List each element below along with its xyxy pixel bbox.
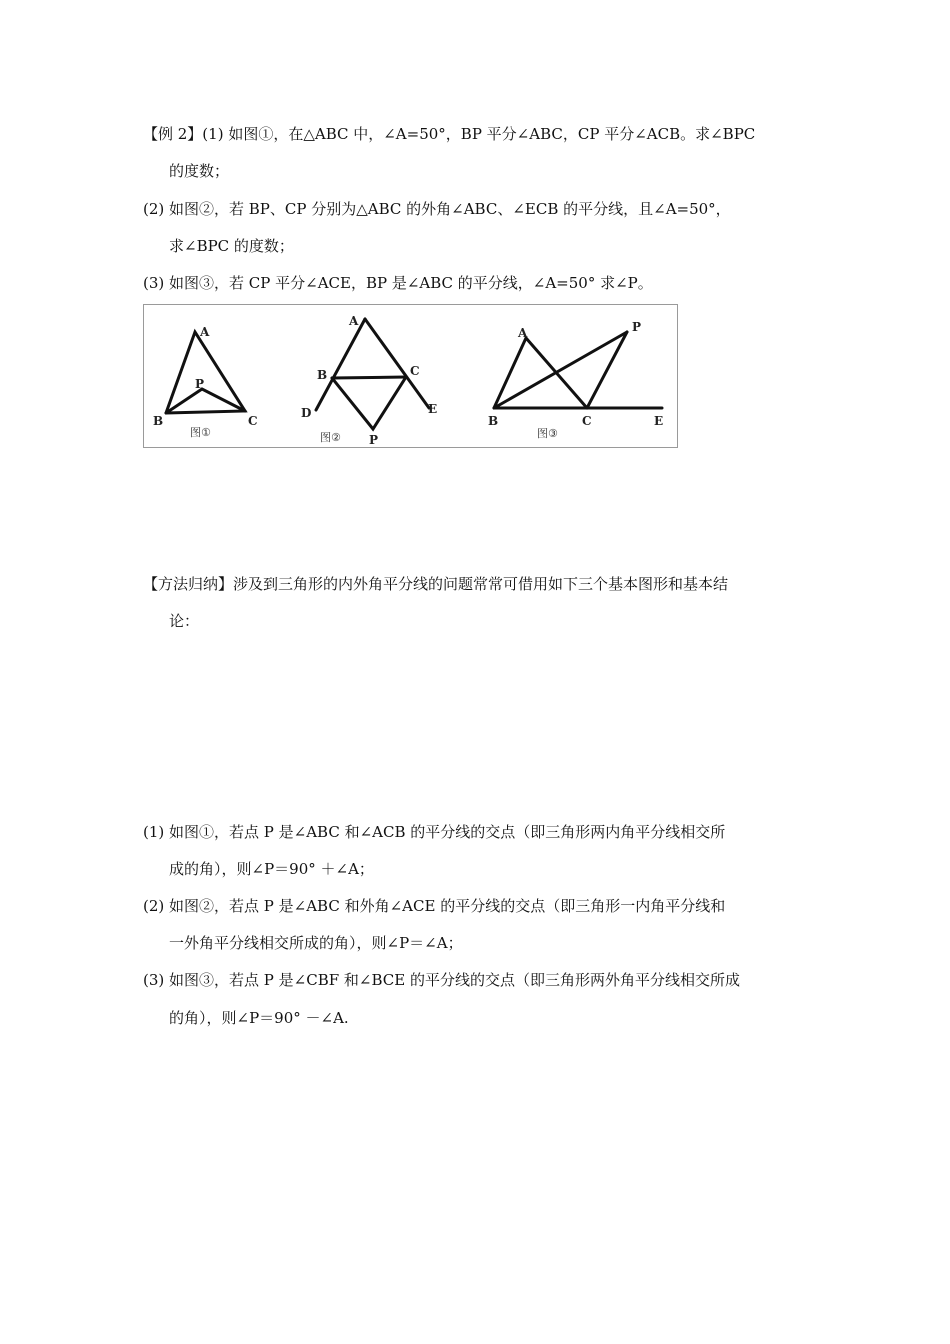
- conclusion-1a: (1) 如图①，若点 P 是∠ABC 和∠ACB 的平分线的交点（即三角形两内角平分线相交所: [143, 823, 726, 841]
- fig3-label-e: E: [654, 414, 664, 428]
- example-line-2: 的度数；: [169, 162, 230, 180]
- method-line-1: 【方法归纳】涉及到三角形的内外角平分线的问题常常可借用如下三个基本图形和基本结: [143, 575, 729, 593]
- figure-2: [301, 314, 437, 447]
- fig2-label-e: E: [428, 402, 438, 416]
- fig1-label-p: P: [195, 377, 205, 391]
- fig2-line-bc: [332, 377, 406, 378]
- conclusion-1b: 成的角），则∠P＝90° ＋∠A；: [169, 860, 374, 878]
- fig2-label-d: D: [301, 406, 312, 420]
- fig3-label-c: C: [582, 414, 592, 428]
- fig3-triangle-sides: [494, 338, 587, 408]
- fig1-label-c: C: [248, 414, 258, 428]
- fig2-label-c: C: [410, 364, 420, 378]
- method-line-2: 论：: [169, 612, 200, 630]
- fig3-label-a: A: [518, 326, 528, 340]
- example-line-3: (2) 如图②，若 BP、CP 分别为△ABC 的外角∠ABC、∠ECB 的平分线，且∠A=50°，: [143, 200, 731, 218]
- fig1-caption: 图①: [190, 426, 211, 439]
- fig1-label-a: A: [200, 325, 210, 339]
- conclusion-2b: 一外角平分线相交所成的角），则∠P＝∠A；: [169, 934, 463, 952]
- figure-3: [488, 320, 663, 440]
- conclusion-2a: (2) 如图②，若点 P 是∠ABC 和外角∠ACE 的平分线的交点（即三角形一内角平分线和: [143, 897, 726, 915]
- fig3-label-b: B: [488, 414, 499, 428]
- conclusion-3b: 的角），则∠P＝90° －∠A.: [169, 1009, 349, 1027]
- fig2-label-a: A: [349, 314, 359, 328]
- conclusion-3a: (3) 如图③，若点 P 是∠CBF 和∠BCE 的平分线的交点（即三角形两外角平分线相交所成: [143, 971, 740, 989]
- figures-svg: [144, 305, 679, 449]
- example-line-1: 【例 2】(1) 如图①，在△ABC 中，∠A=50°，BP 平分∠ABC，CP 平分∠ACB。求∠BPC: [143, 125, 756, 143]
- fig2-label-p: P: [369, 433, 379, 447]
- example-line-4: 求∠BPC 的度数；: [169, 237, 294, 255]
- fig3-label-p: P: [632, 320, 642, 334]
- fig2-caption: 图②: [320, 431, 341, 444]
- figure-1: [153, 325, 258, 439]
- fig2-bisectors: [332, 377, 406, 429]
- figure-panel: [143, 304, 678, 448]
- fig2-line-ad: [316, 319, 365, 410]
- fig1-label-b: B: [153, 414, 164, 428]
- example-line-5: (3) 如图③，若 CP 平分∠ACE，BP 是∠ABC 的平分线，∠A=50° 求∠P。: [143, 274, 653, 292]
- fig1-triangle: [166, 332, 245, 413]
- fig3-caption: 图③: [537, 427, 558, 440]
- fig2-label-b: B: [317, 368, 328, 382]
